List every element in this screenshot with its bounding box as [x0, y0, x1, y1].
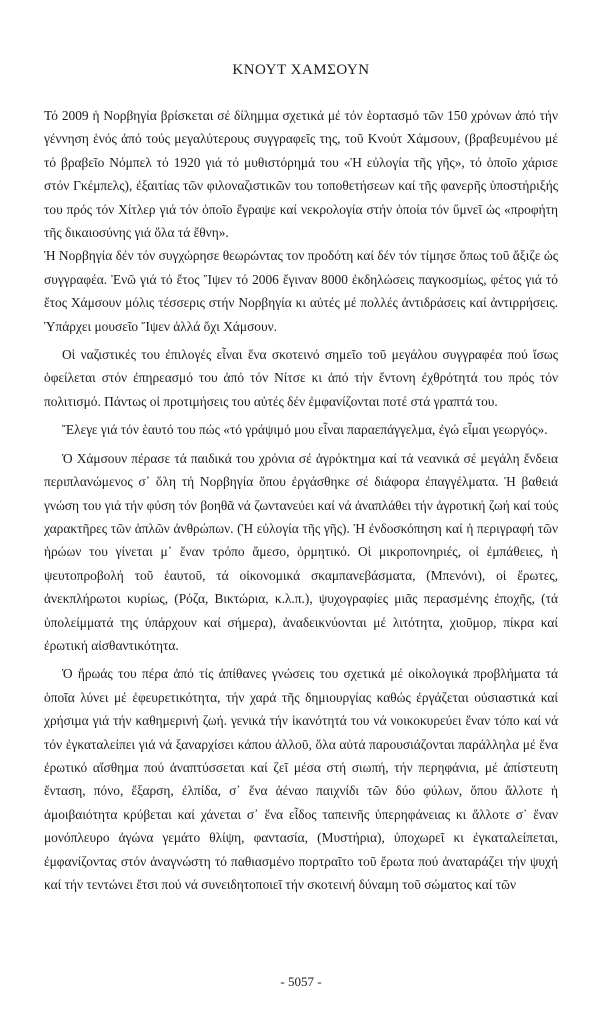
paragraph-3: Οἱ ναζιστικές του ἐπιλογές εἶναι ἕνα σκοτεινό σημεῖο τοῦ μεγάλου συγγραφέα πού ἴσως ὀφείλεται στόν ἐπηρεασμό του ἀπό τόν Νίτσε κι ἀπό τήν ἔντονη ἐχθρότητά του πρός τόν πολιτισμό. Πάντως οἱ προτιμήσεις του αὐτές δέν ἐμφανίζονται ποτέ στά γραπτά του.	[44, 347, 558, 409]
page-title: ΚΝΟΥΤ ΧΑΜΣΟΥΝ	[232, 62, 370, 78]
article-body	[44, 104, 558, 896]
paragraph-5: Ὁ Χάμσουν πέρασε τά παιδικά του χρόνια σέ ἀγρόκτημα καί τά νεανικά σέ μεγάλη ἔνδεια περιπλανώμενος σ᾽ ὅλη τή Νορβηγία ὅπου ἐργάσθηκε σέ διάφορα ἐπαγγέλματα. Ἡ βαθειά γνώση του γιά τήν φύση τόν βοηθᾶ νά ζωντανεύει καί νά ἀναπλάθει τήν ἀγροτική ζωή καί τούς χαρακτῆρες τῶν ἁπλῶν ἀνθρώπων. (Ἡ εὐλογία τῆς γῆς). Ἡ ἐνδοσκόπηση καί ἡ περιγραφή τῶν ἡρώων του γίνεται μ᾽ ἕναν τρόπο ἄμεσο, ὁρμητικό. Οἱ μικροπονηριές, οἱ ἐμπάθειες, ἡ ψευτοπροβολή τοῦ ἑαυτοῦ, τά οἰκονομικά σκαμπανεβάσματα, (Μπενόνι), οἱ ἔρωτες, ἀνεκπλήρωτοι κυρίως, (Ρόζα, Βικτώρια, κ.λ.π.), ψυχογραφίες μιᾶς περασμένης ἐποχῆς, (τά ὑπολείμματά της ὑπάρχουν καί σήμερα), ἀναδεικνύονται μέ λιτότητα, χιοῦμορ, πίκρα καί ἐρωτική αἰσθαντικότητα.	[44, 450, 558, 653]
page-number: - 5057 -	[280, 974, 322, 989]
paragraph-6: Ὁ ἥρωάς του πέρα ἀπό τίς ἀπίθανες γνώσεις του σχετικά μέ οἰκολογικά προβλήματα τά ὁποῖα λύνει μέ ἐφευρετικότητα, τήν χαρά τῆς δημιουργίας καθώς ἐργάζεται οὐσιαστικά καί χρήσιμα γιά τήν καθημερινή ζωή. γενικά τήν ἱκανότητά του νά νοικοκυρεύει ἕναν τόπο καί νά τόν ἐγκαταλείπει γιά νά ξαναρχίσει κάπου ἀλλοῦ, ὅλα αὐτά παρουσιάζονται παράλληλα μέ ἕνα ἐρωτικό αἴσθημα πού ἀναπτύσσεται καί ζεῖ μέσα στή σιωπή, τήν περηφάνια, μέ ἀπίστευτη ἔνταση, πόνο, ἔξαρση, ἐλπίδα, σ᾽ ἕνα ἀέναο παιχνίδι τῶν δύο φύλων, ὅπου ἄλλοτε ἡ ἀμοιβαιότητα κρύβεται καί χάνεται σ᾽ ἕνα εἶδος ταπεινῆς ὑπερηφάνειας κι ἄλλοτε σ᾽ ἕναν μονόπλευρο ἀγώνα γεμάτο θλίψη, φαντασία, (Μυστήρια), ὑποχωρεῖ κι ἐγκαταλείπεται, ἐμφανίζοντας στόν ἀναγνώστη τό παθιασμένο πορτραῖτο τοῦ ἔρωτα πού ἀναταράζει τήν ψυχή καί τήν τεντώνει ἔτσι πού νά συνειδητοποιεῖ τήν σκοτεινή δύναμη τοῦ σώματος καί τῶν	[44, 666, 558, 892]
paragraph-4: Ἔλεγε γιά τόν ἑαυτό του πώς «τό γράψιμό μου εἶναι παραεπάγγελμα, ἐγώ εἶμαι γεωργός».	[62, 422, 548, 438]
paragraph-1: Τό 2009 ἡ Νορβηγία βρίσκεται σέ δίλημμα σχετικά μέ τόν ἑορτασμό τῶν 150 χρόνων ἀπό τήν γέννηση ἑνός ἀπό τούς μεγαλύτερους συγγραφεῖς της, τοῦ Κνούτ Χάμσουν, (βραβευμένου μέ τό βραβεῖο Νόμπελ τό 1920 γιά τό μυθιστόρημά του «Ἡ εὐλογία τῆς γῆς», τό ὁποῖο χάρισε στόν Γκέμπελς), ἐξαιτίας τῶν φιλοναζιστικῶν του τοποθετήσεων καί τῆς φανερῆς ὑποστήριξής του πρός τόν Χίτλερ γιά τόν ὁποῖο ἔγραψε καί νεκρολογία στήν ὁποία τόν ὕμνεῖ ὡς «προφήτη τῆς δικαιοσύνης γιά ὅλα τά ἔθνη».	[44, 108, 558, 241]
paragraph-2: Ἡ Νορβηγία δέν τόν συγχώρησε θεωρώντας τον προδότη καί δέν τόν τίμησε ὅπως τοῦ ἄξιζε ὡς συγγραφέα. Ἐνῶ γιά τό ἔτος Ἴψεν τό 2006 ἔγιναν 8000 ἐκδηλώσεις παγκοσμίως, φέτος γιά τό ἔτος Χάμσουν μόλις τέσσερις στήν Νορβηγία κι αὐτές μέ πολλές ἀντιδράσεις καί ἀντιρρήσεις. Ὑπάρχει μουσεῖο Ἴψεν ἀλλά ὄχι Χάμσουν.	[44, 248, 558, 334]
